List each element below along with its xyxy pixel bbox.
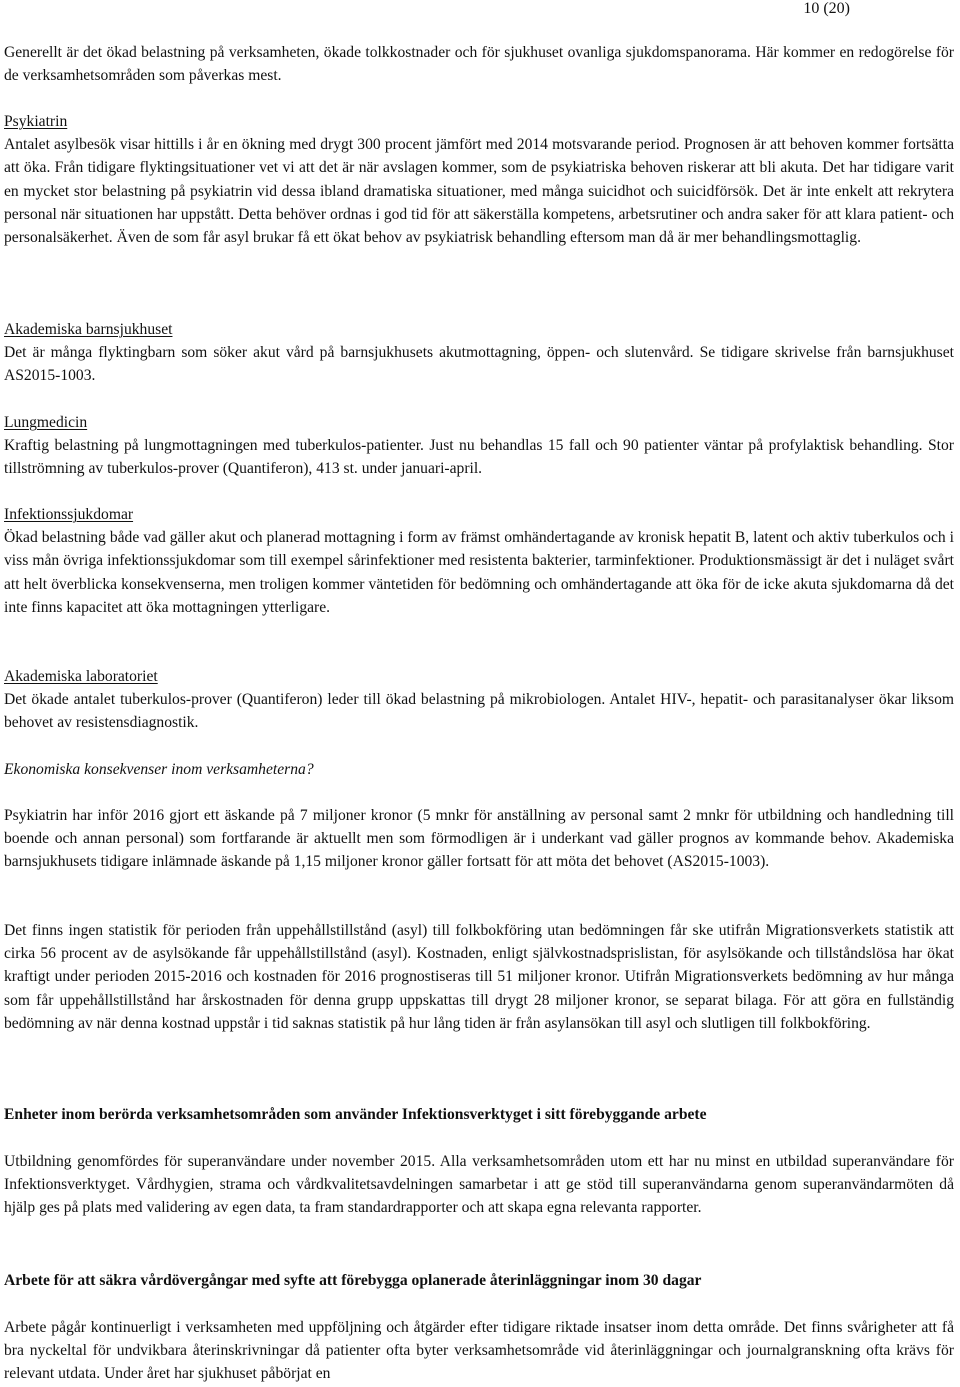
infektion-section	[4, 503, 954, 619]
infektion-heading: Infektionssjukdomar	[4, 506, 134, 523]
vardovergangar-paragraph: Arbete pågår kontinuerligt i verksamheten med uppföljning och åtgärder efter tidigare riktade insatser inom detta område. Det finns svårigheter att få bra nyckeltal för undvikbara återinskrivningar då patienter ofta byter verksamhetsområde vid återinläggningar och journalgranskning ofta krävs för relevant utdata. Under året har sjukhuset påbörjat en	[4, 1319, 954, 1383]
intro-section	[4, 41, 954, 87]
infektionsverktyget-heading-block	[4, 1103, 954, 1126]
infektionsverktyget-paragraph-block	[4, 1150, 954, 1220]
page-number: 10 (20)	[803, 0, 850, 17]
ekonomi-heading: Ekonomiska konsekvenser inom verksamheterna?	[4, 761, 314, 778]
lungmedicin-section	[4, 411, 954, 481]
intro-paragraph: Generellt är det ökad belastning på verksamheten, ökade tolkkostnader och för sjukhuset ovanliga sjukdomspanorama. Här kommer en redogörelse för de verksamhetsområden som påverkas mest.	[4, 44, 954, 85]
barnsjukhuset-heading: Akademiska barnsjukhuset	[4, 321, 173, 338]
lungmedicin-paragraph: Kraftig belastning på lungmottagningen med tuberkulos-patienter. Just nu behandlas 15 fall och 90 patienter väntar på profylaktisk behandling. Stor tillströmning av tuberkulos-prover (Quantiferon), 413 st. under januari-april.	[4, 437, 954, 478]
barnsjukhuset-section	[4, 318, 954, 388]
vardovergangar-heading: Arbete för att säkra vårdövergångar med syfte att förebygga oplanerade återinläggningar inom 30 dagar	[4, 1272, 702, 1289]
vardovergangar-paragraph-block	[4, 1316, 954, 1386]
ekonomi-heading-block	[4, 758, 954, 781]
lungmedicin-heading: Lungmedicin	[4, 414, 88, 431]
psykiatrin-section	[4, 110, 954, 249]
vardovergangar-heading-block	[4, 1269, 954, 1292]
laboratoriet-section	[4, 665, 954, 735]
ekonomi-paragraph-2: Det finns ingen statistik för perioden från uppehållstillstånd (asyl) till folkbokföring utan bedömningen får ske utifrån Migrationsverkets statistik att cirka 56 procent av de asylsökande får uppehållstillstånd (asyl). Kostnaden, enligt självkostnadsprislistan, för asylsökande och tillståndslösa har ökat kraftigt under perioden 2015-2016 och kostnaden för 2016 prognostiseras till 51 miljoner kronor. Utifrån Migrationsverkets bedömning av hur många som får uppehållstillstånd har årskostnaden för denna grupp uppskattas till drygt 28 miljoner kronor, se separat bilaga. För att göra en fullständig bedömning av när denna kostnad uppstår i tid saknas statistik på hur lång tiden är från asylansökan till asyl och slutligen till folkbokföring.	[4, 922, 954, 1032]
ekonomi-paragraph-1: Psykiatrin har inför 2016 gjort ett äskande på 7 miljoner kronor (5 mnkr för anställning av personal samt 2 mnkr för utbildning och handledning till boende och annan personal) som fortfarande är aktuellt men som förmodligen är i underkant vad gäller prognos av kommande behov. Akademiska barnsjukhusets tidigare inlämnade äskande på 1,15 miljoner kronor gäller fortsatt för att möta det behovet (AS2015-1003).	[4, 807, 954, 871]
psykiatrin-heading: Psykiatrin	[4, 113, 68, 130]
ekonomi-paragraph-1-block	[4, 804, 954, 874]
infektionsverktyget-paragraph: Utbildning genomfördes för superanvändare under november 2015. Alla verksamhetsområden utom ett har nu minst en utbildad superanvändare för Infektionsverktyget. Vårdhygien, strama och vårdkvalitetsavdelningen samarbetar i att ge stöd till superanvändarna genom superanvändarmöten då hjälp ges på plats med validering av egen data, ta fram standardrapporter och att skapa egna relevanta rapporter.	[4, 1153, 954, 1217]
laboratoriet-paragraph: Det ökade antalet tuberkulos-prover (Quantiferon) leder till ökad belastning på mikrobiologen. Antalet HIV-, hepatit- och parasitanalyser ökar liksom behovet av resistensdiagnostik.	[4, 691, 954, 732]
infektionsverktyget-heading: Enheter inom berörda verksamhetsområden som använder Infektionsverktyget i sitt förebyggande arbete	[4, 1106, 707, 1123]
psykiatrin-paragraph: Antalet asylbesök visar hittills i år en ökning med drygt 300 procent jämfört med 2014 motsvarande period. Prognosen är att behoven kommer fortsätta att öka. Från tidigare flyktingsituationer vet vi att det är när avslagen kommer, som de psykiatriska behoven riskerar att bli akuta. Det har tidigare varit en mycket stor belastning på psykiatrin vid dessa ibland dramatiska situationer, med många suicidhot och suicidförsök. Det är inte enkelt att rekrytera personal när situationen har uppstått. Detta behöver ordnas i god tid för att säkerställa kompetens, arbetsrutiner och andra saker för att klara patient- och personalsäkerhet. Även de som får asyl brukar få ett ökat behov av psykiatrisk behandling eftersom man då är mer behandlingsmottaglig.	[4, 136, 954, 247]
laboratoriet-heading: Akademiska laboratoriet	[4, 668, 158, 685]
ekonomi-paragraph-2-block	[4, 919, 954, 1035]
infektion-paragraph: Ökad belastning både vad gäller akut och planerad mottagning i form av främst omhändertagande av kronisk hepatit B, latent och aktiv tuberkulos och i viss mån övriga infektionssjukdomar som till exempel sårinfektioner med resistenta bakterier, tarminfektioner. Produktionsmässigt är det i nuläget svårt att helt överblicka konsekvenserna, men troligen kommer väntetiden för bedömning och omhändertagande att öka för de icke akuta sjukdomarna då det inte finns kapacitet att öka mottagningen ytterligare.	[4, 529, 954, 616]
barnsjukhuset-paragraph: Det är många flyktingbarn som söker akut vård på barnsjukhusets akutmottagning, öppen- och slutenvård. Se tidigare skrivelse från barnsjukhuset AS2015-1003.	[4, 344, 954, 385]
